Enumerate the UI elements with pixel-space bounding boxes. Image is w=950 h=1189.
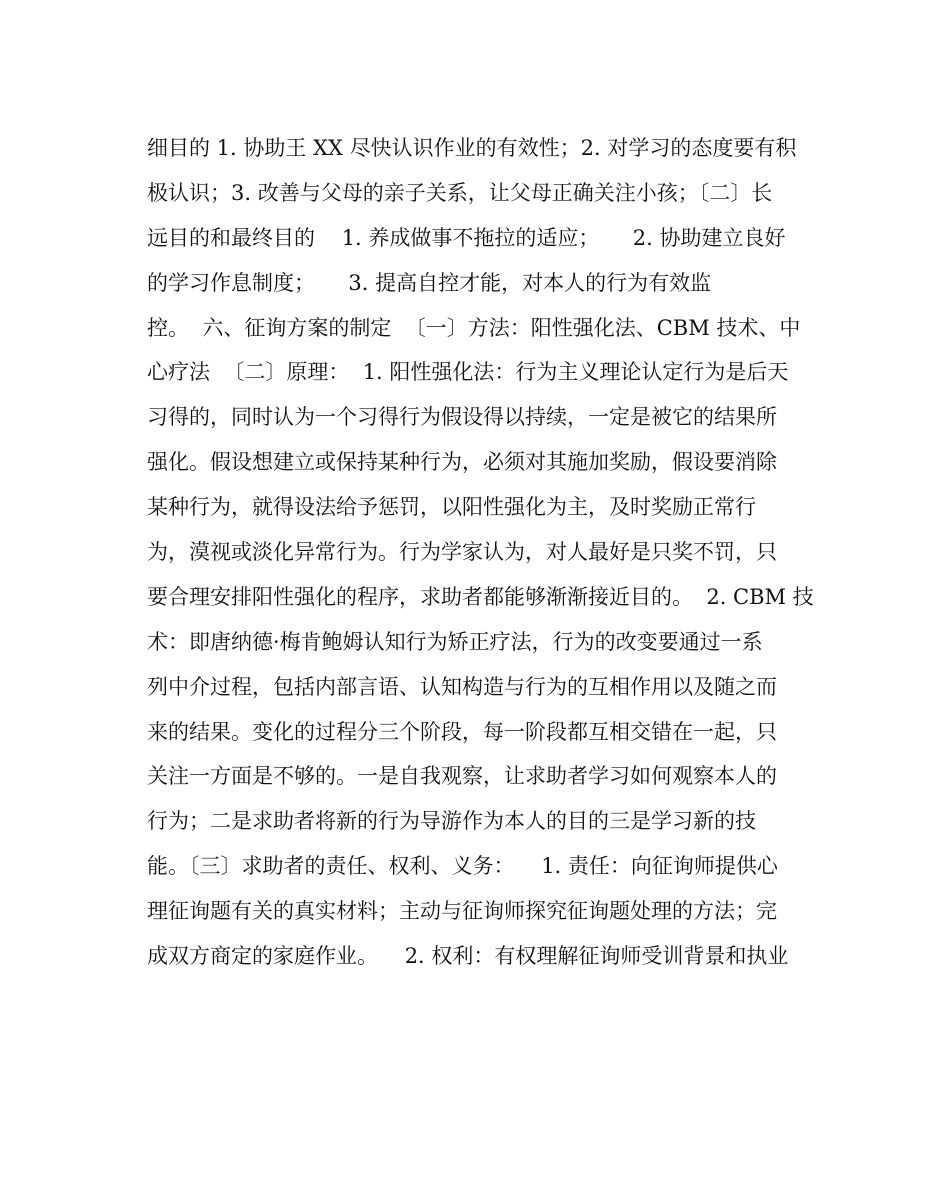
text-line: 心疗法 〔二〕原理： 1. 阳性强化法：行为主义理论认定行为是后天 (147, 360, 789, 385)
text-line: 行为；二是求助者将新的行为导游作为本人的目的三是学习新的技 (147, 809, 756, 834)
text-line: 细目的 1. 协助王 XX 尽快认识作业的有效性；2. 对学习的态度要有积 (147, 136, 797, 160)
text-line: 习得的，同时认为一个习得行为假设得以持续，一定是被它的结果所 (147, 405, 777, 430)
text-line: 的学习作息制度； 3. 提高自控才能，对本人的行为有效监 (147, 270, 712, 295)
text-line: 控。 六、征询方案的制定 〔一〕方法：阳性强化法、CBM 技术、中 (147, 315, 801, 340)
text-line: 某种行为，就得设法给予惩罚，以阳性强化为主，及时奖励正常行 (147, 495, 756, 520)
text-line: 理征询题有关的真实材料；主动与征询师探究征询题处理的方法；完 (147, 899, 777, 924)
text-line: 成双方商定的家庭作业。 2. 权利：有权理解征询师受训背景和执业 (147, 944, 789, 969)
text-line: 远目的和最终目的 1. 养成做事不拖拉的适应； 2. 协助建立良好 (147, 225, 786, 250)
body-text (147, 126, 814, 979)
text-line: 极认识；3. 改善与父母的亲子关系，让父母正确关注小孩；〔二〕长 (147, 180, 773, 205)
text-line: 强化。假设想建立或保持某种行为，必须对其施加奖励，假设要消除 (147, 450, 777, 475)
text-line: 关注一方面是不够的。一是自我观察，让求助者学习如何观察本人的 (147, 764, 777, 789)
text-line: 要合理安排阳性强化的程序，求助者都能够渐渐接近目的。 2. CBM 技 (147, 584, 814, 609)
text-line: 能。〔三〕求助者的责任、权利、义务： 1. 责任：向征询师提供心 (147, 854, 778, 879)
text-line: 为，漠视或淡化异常行为。行为学家认为，对人最好是只奖不罚，只 (147, 540, 777, 565)
text-line: 列中介过程，包括内部言语、认知构造与行为的互相作用以及随之而 (147, 674, 777, 699)
text-line: 术：即唐纳德·梅肯鲍姆认知行为矫正疗法，行为的改变要通过一系 (147, 629, 763, 654)
text-line: 来的结果。变化的过程分三个阶段，每一阶段都互相交错在一起，只 (147, 719, 777, 744)
